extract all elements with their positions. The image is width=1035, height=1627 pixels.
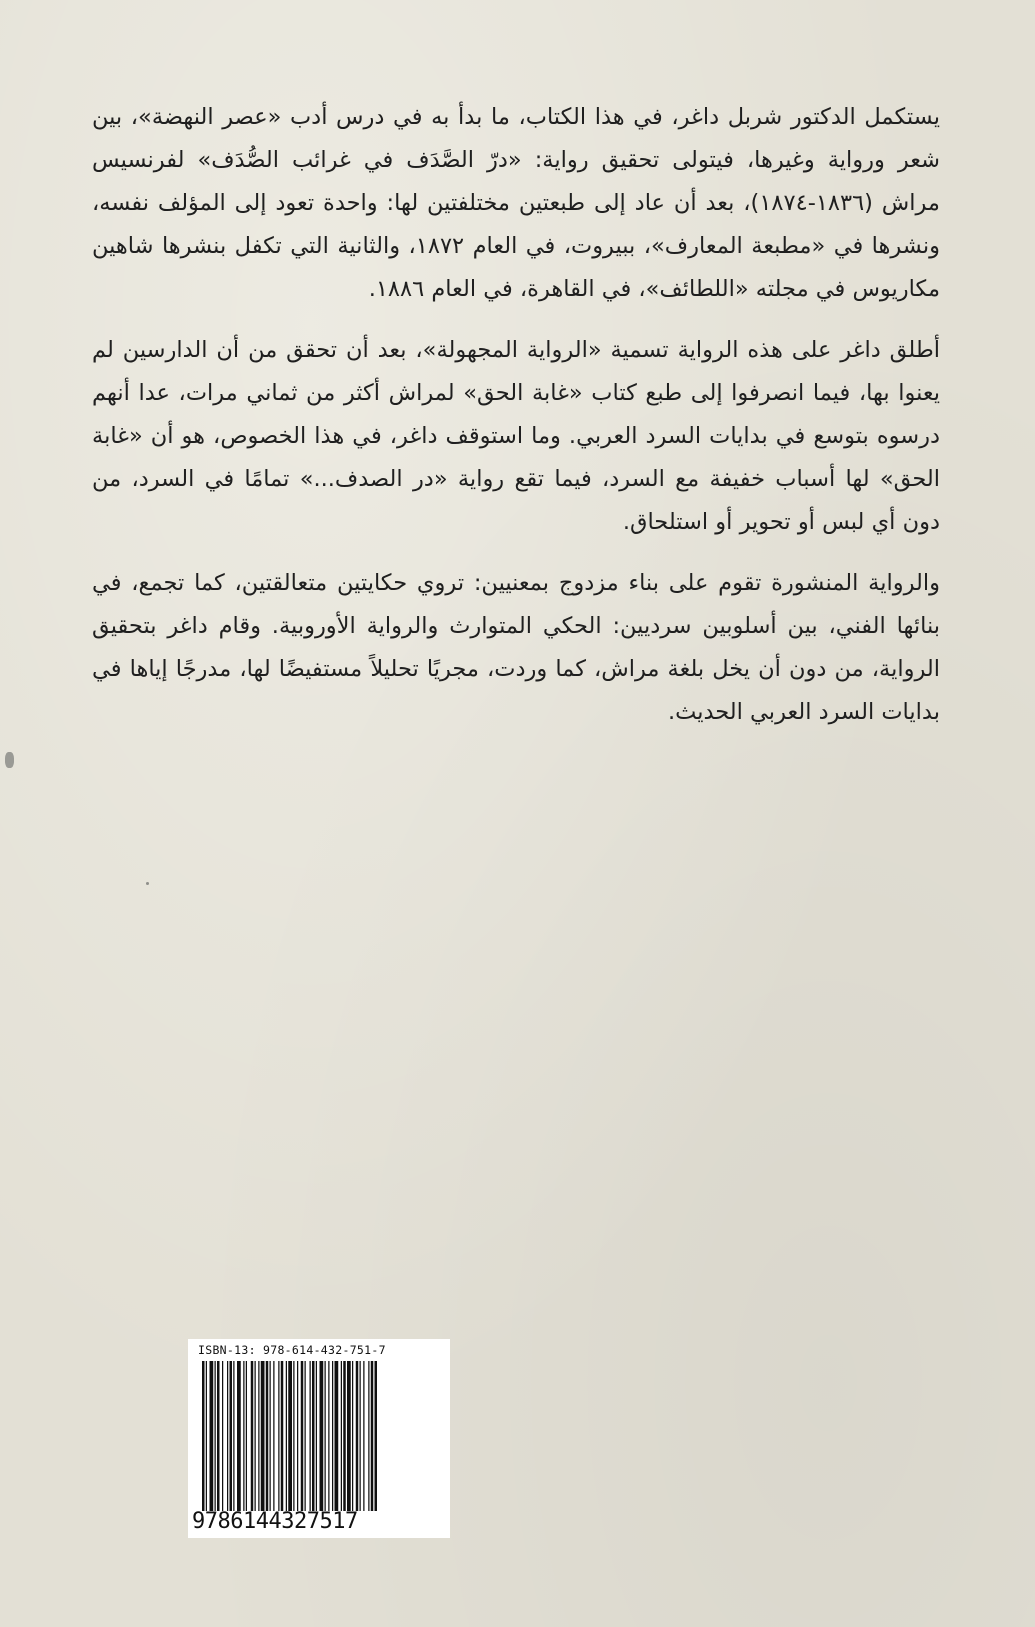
barcode-bar [243,1361,244,1511]
barcode-bar [261,1361,265,1511]
blurb-paragraph-2: أطلق داغر على هذه الرواية تسمية «الرواية المجهولة»، بعد أن تحقق من أن الدارسين لم يعنوا بها، فيما انصرفوا إلى طبع كتاب «غابة الحق» لمراش أكثر من ثماني مرات، عدا أنهم درسوه بتوسع في بدايات السرد العربي. وما استوقف داغر، في هذا الخصوص، هو أن «غابة الحق» لها أسباب خفيفة مع السرد، فيما تقع رواية «در الصدف...» تمامًا في السرد، من دون أي لبس أو تحوير أو استلحاق. [92,337,940,535]
barcode-bar [328,1361,329,1511]
barcode-bar [332,1361,333,1511]
barcode-bar [270,1361,271,1511]
barcode-bar [222,1361,223,1511]
barcode-bar [251,1361,254,1511]
barcode-bar [352,1361,353,1511]
barcode-bar [325,1361,326,1511]
barcode-bar [371,1361,374,1511]
blurb-paragraph-3: والرواية المنشورة تقوم على بناء مزدوج بمعنيين: تروي حكايتين متعالقتين، كما تجمع، في بنائها الفني، بين أسلوبين سرديين: الحكي المتوارث والرواية الأوروبية. وقام داغر بتحقيق الرواية، من دون أن يخل بلغة مراش، كما وردت، مجريًا تحليلاً مستفيضًا لها، مدرجًا إياها في بدايات السرد العربي الحديث. [92,570,940,725]
barcode-bar [363,1361,364,1511]
ean-digits: 9786144327517 [192,1509,358,1534]
barcode-bar [288,1361,292,1511]
barcode-bar [246,1361,247,1511]
barcode-bar [360,1361,361,1511]
barcode-bar [266,1361,269,1511]
barcode-bar [217,1361,220,1511]
barcode-bar [278,1361,279,1511]
barcode-bar [335,1361,339,1511]
barcode-bar [227,1361,228,1511]
isbn-label: ISBN-13: 978-614-432-751-7 [198,1343,386,1357]
barcode-bar [316,1361,317,1511]
barcode-bar [297,1361,298,1511]
barcode-bar [210,1361,214,1511]
isbn-barcode [188,1339,450,1538]
barcode-bar [341,1361,342,1511]
back-cover-blurb [92,96,940,752]
paper-speck [146,882,149,885]
barcode-bar [286,1361,287,1511]
barcode-bar [368,1361,369,1511]
barcode-bar [255,1361,256,1511]
barcode-bar [320,1361,324,1511]
barcode-bar [347,1361,351,1511]
barcode-bar [215,1361,216,1511]
barcode-bars [198,1361,444,1511]
barcode-bar [273,1361,274,1511]
barcode-bar [237,1361,241,1511]
barcode-bar [301,1361,304,1511]
barcode-bar [305,1361,306,1511]
barcode-bar [206,1361,207,1511]
barcode-bar [293,1361,294,1511]
barcode-bar [281,1361,284,1511]
barcode-bar [356,1361,359,1511]
barcode-bar [312,1361,315,1511]
barcode-bar [202,1361,205,1511]
barcode-bar [310,1361,311,1511]
barcode-bar [375,1361,378,1511]
blurb-paragraph-1: يستكمل الدكتور شربل داغر، في هذا الكتاب، ما بدأ به في درس أدب «عصر النهضة»، بين شعر ورواية وغيرها، فيتولى تحقيق رواية: «درّ الصَّدَف في غرائب الصُّدَف» لفرنسيس مراش (١٨٣٦-١٨٧٤)، بعد أن عاد إلى طبعتين مختلفتين لها: واحدة تعود إلى المؤلف نفسه، ونشرها في «مطبعة المعارف»، ببيروت، في العام ١٨٧٢، والثانية التي تكفل بنشرها شاهين مكاريوس في مجلته «اللطائف»، في القاهرة، في العام ١٨٨٦. [92,104,940,302]
barcode-bar [233,1361,234,1511]
barcode-bar [258,1361,259,1511]
barcode-bar [343,1361,346,1511]
barcode-bar [230,1361,233,1511]
paper-speck [5,752,14,768]
